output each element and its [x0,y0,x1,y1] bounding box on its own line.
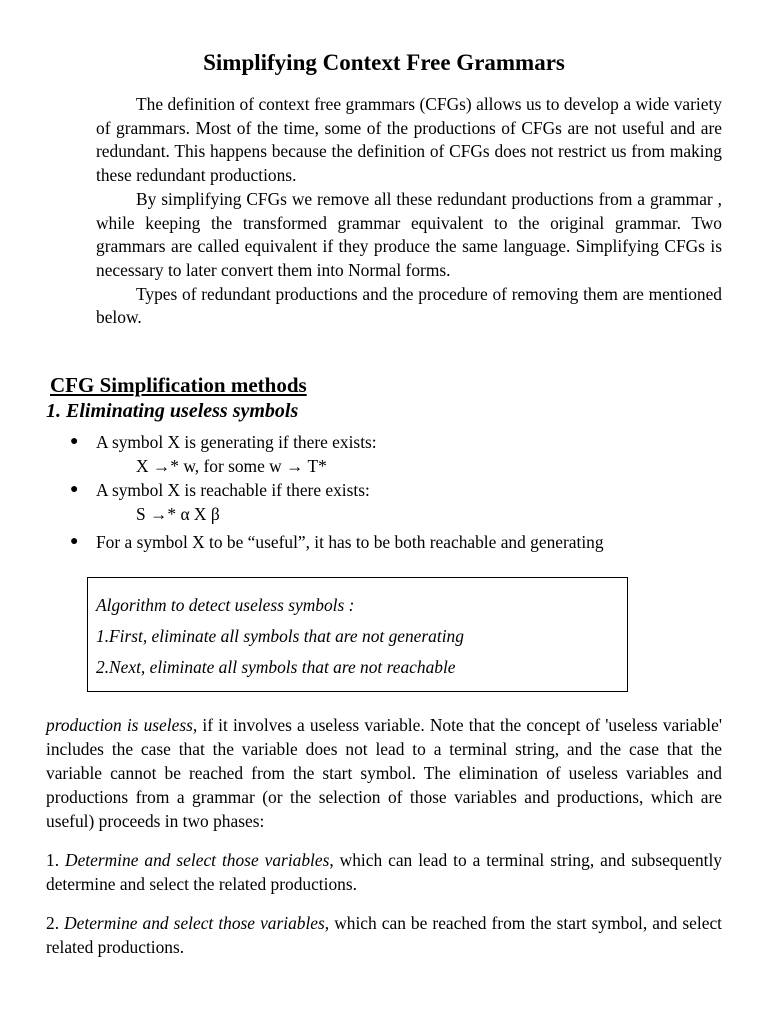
bullet-icon: ● [70,534,79,549]
algorithm-step-1: 1.First, eliminate all symbols that are not generating [96,626,464,646]
phase-2-number: 2. [46,913,65,933]
bullet-formula-reachable: S →* α X β [136,504,220,524]
bullet-item [70,430,750,454]
bullet-text-generating: A symbol X is generating if there exists: [96,432,377,452]
bullet-icon: ● [70,482,79,497]
phase-1-paragraph [46,848,722,896]
useless-production-paragraph [46,713,722,833]
subsection-heading: 1. Eliminating useless symbols [46,400,299,422]
bullet-formula-generating: X →* w, for some w → T* [136,456,327,476]
phase-1-emphasis: Determine and select those variables [65,850,330,870]
bullet-item [70,478,750,502]
phase-1-number: 1. [46,850,66,870]
bullet-list [70,430,750,554]
intro-paragraph-1: The definition of context free grammars (CFGs) allows us to develop a wide variety of grammars. Most of the time, some of the productions of CFGs are not useful and are redundant. This happens because the definition of CFGs does not restrict us from making these redundant productions. [96,94,722,186]
intro-paragraph-2: By simplifying CFGs we remove all these redundant productions from a grammar , while keeping the transformed grammar equivalent to the original grammar. Two grammars are called equivalent if they produce the same language. Simplifying CFGs is necessary to later convert them into Normal forms. [96,188,722,280]
bullet-item [70,530,750,554]
bullet-text-useful: For a symbol X to be “useful”, it has to be both reachable and generating [96,532,604,552]
intro-paragraph-3: Types of redundant productions and the procedure of removing them are mentioned below. [96,283,722,328]
algorithm-box [87,577,628,692]
phase-1-text: , which can lead to a terminal string, and subsequently determine and select the related productions. [46,850,722,894]
phase-2-emphasis: Determine and select those variables, [64,913,330,933]
useless-production-lead: production is useless, [46,715,198,735]
algorithm-step-2: 2.Next, eliminate all symbols that are not reachable [96,657,456,677]
page-title: Simplifying Context Free Grammars [203,50,565,75]
phase-2-paragraph [46,911,722,959]
useless-production-text: if it involves a useless variable. Note that the concept of 'useless variable' includes the case that the variable does not lead to a terminal string, and the case that the variable cannot be reached from the start symbol. The elimination of useless variables and productions from a grammar (or the selection of those variables and productions, which are useful) proceeds in two phases: [46,715,722,831]
bullet-text-reachable: A symbol X is reachable if there exists: [96,480,370,500]
algorithm-title: Algorithm to detect useless symbols : [96,595,355,615]
intro-section [96,93,722,330]
section-heading: CFG Simplification methods [50,373,307,397]
bullet-icon: ● [70,434,79,449]
phase-2-text: which can be reached from the start symbol, and select related productions. [46,913,722,957]
